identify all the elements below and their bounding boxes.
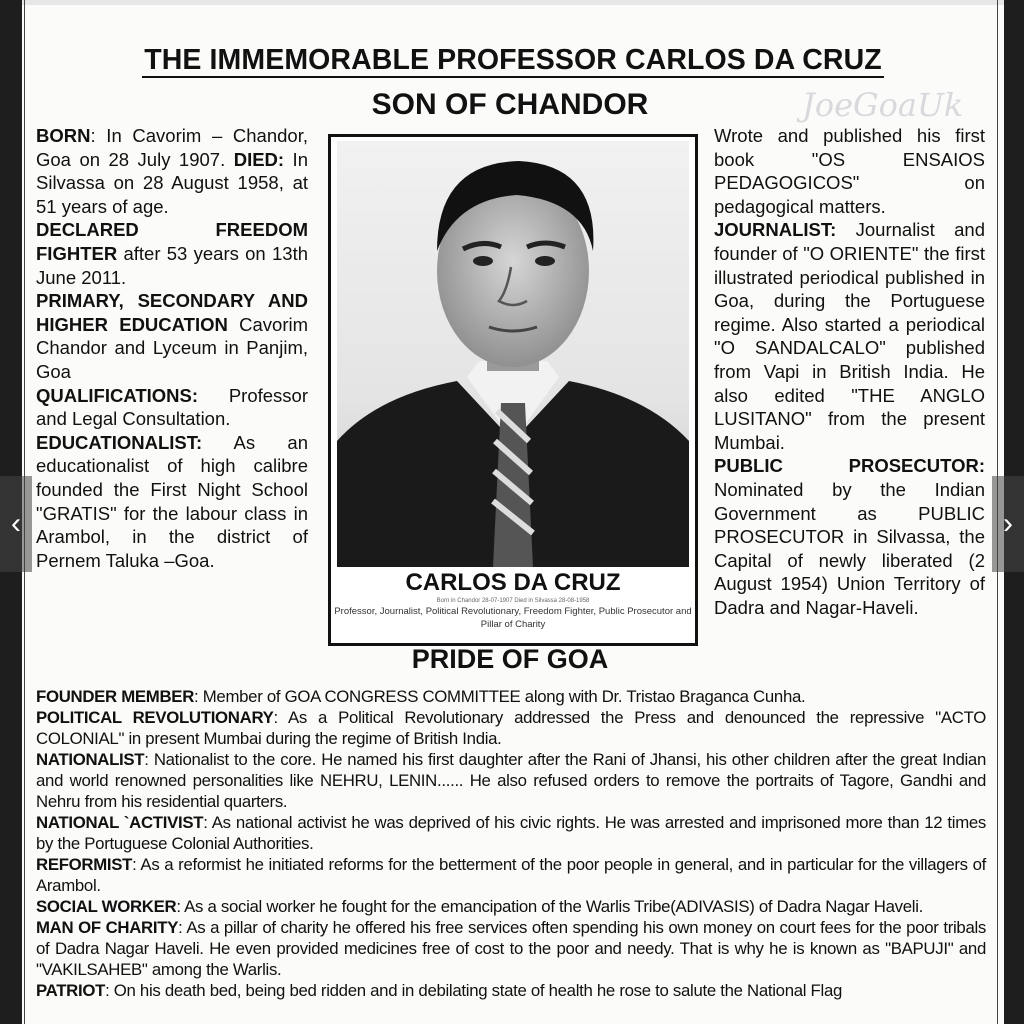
portrait-photo <box>337 141 689 567</box>
chevron-right-icon: › <box>1003 507 1013 540</box>
paragraph: PUBLIC PROSECUTOR: Nominated by the Indian Government as PUBLIC PROSECUTOR in Silvassa, the Capital of newly liberated (2 August 1954) Union Territory of Dadra and Nagar-Haveli. <box>714 455 985 618</box>
pride-heading: PRIDE OF GOA <box>411 644 609 674</box>
caption-roles: Professor, Journalist, Political Revolutionary, Freedom Fighter, Public Prosecutor and Pillar of Charity <box>334 606 692 630</box>
paragraph: Wrote and published his first book "OS ENSAIOS PEDAGOGICOS" on pedagogical matters. <box>714 125 985 217</box>
previous-image-button[interactable] <box>0 476 32 572</box>
section-paragraph: POLITICAL REVOLUTIONARY: As a Political Revolutionary addressed the Press and denounced the repressive "ACTO COLONIAL" in present Mumbai during the regime of British India. <box>36 708 986 748</box>
paragraph: PRIMARY, SECONDARY AND HIGHER EDUCATION Cavorim Chandor and Lyceum in Panjim, Goa <box>36 290 309 382</box>
caption-name: CARLOS DA CRUZ <box>405 569 621 596</box>
bottom-sections <box>36 686 986 1001</box>
section-paragraph: FOUNDER MEMBER: Member of GOA CONGRESS COMMITTEE along with Dr. Tristao Braganca Cunha. <box>36 687 806 706</box>
paragraph: EDUCATIONALIST: As an educationalist of high calibre founded the First Night School "GRATIS" for the labour class in Arambol, in the district of Pernem Taluka –Goa. <box>36 431 308 571</box>
paragraph: DECLARED FREEDOM FIGHTER after 53 years on 13th June 2011. <box>36 219 308 288</box>
portrait-frame <box>328 134 698 646</box>
section-paragraph: NATIONALIST: Nationalist to the core. He named his first daughter after the Rani of Jhansi, his other children after the great Indian and world renowned personalities like NEHRU, LENIN...... He also refused orders to remove the portraits of Tagore, Gandhi and Nehru from his residential quarters. <box>36 750 986 811</box>
paragraph: QUALIFICATIONS: Professor and Legal Consultation. <box>36 384 308 430</box>
section-paragraph: REFORMIST: As a reformist he initiated reforms for the betterment of the poor people in general, and in particular for the villagers of Arambol. <box>36 855 986 895</box>
article-title: THE IMMEMORABLE PROFESSOR CARLOS DA CRUZ <box>144 44 882 76</box>
left-column <box>36 124 308 572</box>
section-paragraph: PATRIOT: On his death bed, being bed ridden and in debilating state of health he rose to salute the National Flag <box>36 981 843 1000</box>
right-column <box>714 124 985 619</box>
watermark: JoeGoaUk <box>802 86 964 124</box>
chevron-left-icon: ‹ <box>11 507 21 540</box>
section-paragraph: SOCIAL WORKER: As a social worker he fought for the emancipation of the Warlis Tribe(ADIVASIS) of Dadra Nagar Haveli. <box>36 897 923 916</box>
newspaper-clipping <box>22 0 1004 1024</box>
caption-dates: Born in Chandor 28-07-1907 Died in Silvassa 28-08-1958 <box>436 598 590 604</box>
paragraph: JOURNALIST: Journalist and founder of "O ORIENTE" the first illustrated periodical published in Goa, during the Portuguese regime. Also started a periodical "O SANDALCALO" published from Vapi in British India. He also edited "THE ANGLO LUSITANO" from the present Mumbai. <box>714 219 985 453</box>
next-image-button[interactable] <box>992 476 1024 572</box>
article-subtitle: SON OF CHANDOR <box>371 88 649 121</box>
section-paragraph: MAN OF CHARITY: As a pillar of charity he offered his free services often spending his own money on court fees for the poor tribals of Dadra Nagar Haveli. He even provided medicines free of cost to the poor and needy. That is why he is known as "BAPUJI" and "VAKILSAHEB" among the Warlis. <box>36 918 986 979</box>
portrait-illustration <box>337 141 689 567</box>
paragraph: BORN: In Cavorim – Chandor, Goa on 28 July 1907. DIED: In Silvassa on 28 August 1958, at 51 years of age. <box>36 125 308 217</box>
section-paragraph: NATIONAL `ACTIVIST: As national activist he was deprived of his civic rights. He was arrested and imprisoned more than 12 times by the Portuguese Colonial Authorities. <box>36 813 986 853</box>
portrait-caption <box>331 569 695 631</box>
